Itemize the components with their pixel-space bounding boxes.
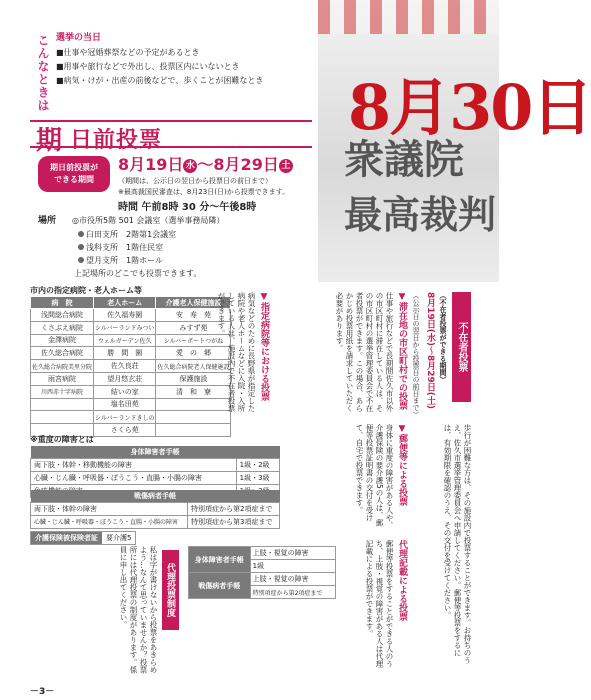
cell: くさぶえ病院 bbox=[31, 321, 94, 334]
cell: 清 和 寮 bbox=[156, 385, 231, 398]
place-label: 場所 bbox=[38, 216, 57, 226]
cell: 金澤病院 bbox=[31, 334, 94, 347]
table-row bbox=[31, 502, 280, 515]
care-insurance-line bbox=[30, 531, 136, 545]
cell: 佐久福寿園 bbox=[94, 309, 156, 322]
start-day-circle: 水 bbox=[183, 159, 197, 173]
title-kanji: 期 bbox=[36, 126, 63, 156]
cell: 佐久総合病院老人保健施設 bbox=[156, 360, 231, 373]
selection-item: ■用事や旅行などで外出し、投票区内にいないとき bbox=[56, 62, 240, 71]
cell: 保護施設 bbox=[156, 372, 231, 385]
cell: 川西赤十字病院 bbox=[31, 385, 94, 398]
table-row bbox=[31, 347, 231, 360]
table-row bbox=[31, 360, 231, 373]
absentee-period-sub: （公示日の翌日から投票日の前日まで） bbox=[412, 292, 420, 418]
place-sub: 臼田支所 2階第1会議室 bbox=[86, 230, 177, 239]
period-note bbox=[118, 176, 289, 198]
table-row bbox=[31, 321, 231, 334]
col-header: 介護老人保健施設 bbox=[156, 297, 231, 309]
hero-date: 8月30日 bbox=[348, 71, 591, 144]
badge-line: できる期間 bbox=[54, 175, 94, 184]
disability-title: ※重度の障害とは bbox=[30, 435, 94, 444]
war-injury-table bbox=[30, 490, 280, 529]
table-row bbox=[31, 385, 231, 398]
voting-place bbox=[38, 214, 308, 280]
table-row bbox=[31, 458, 280, 471]
sec4-head: 代理記載による投票 bbox=[397, 540, 407, 621]
cell: 望月悠玄荘 bbox=[94, 372, 156, 385]
sec1-head: ▼滞在地の市区町村での投票 bbox=[397, 292, 407, 410]
sec2-head: ▼指定病院等における投票 bbox=[259, 292, 269, 401]
place-sub: 浅科支所 1階住民室 bbox=[86, 243, 164, 252]
cell: 両下肢・体幹・移動機能の障害 bbox=[31, 458, 237, 471]
cell bbox=[156, 424, 231, 437]
cell: 戦傷病者手帳 bbox=[189, 573, 251, 599]
time-label: 時間 bbox=[118, 202, 138, 213]
hero-photo-stripe bbox=[318, 0, 499, 34]
cell: 佐久良荘 bbox=[94, 360, 156, 373]
table-header bbox=[31, 297, 231, 309]
period-note-2: ※最高裁国民審査は、8月23日(日)から投票できます。 bbox=[118, 188, 290, 196]
right-body: 歩行が困難な方は、その施設内で投票することができます。お持ちのうえ、佐久市選挙管理委員会へ申請してください。郵便等投票をするには、有効期限を確認のうえ、その交付を受けてください。 bbox=[443, 424, 472, 664]
cell: さくら苑 bbox=[94, 424, 156, 437]
sec3-head: ▼郵便等による投票 bbox=[397, 424, 407, 506]
badge-line: 期日前投票が bbox=[50, 163, 98, 172]
table-row bbox=[31, 398, 231, 411]
selection-day-box bbox=[56, 30, 318, 116]
place-main: ◎市役所5階 501 会議室（選挙事務局隣） bbox=[72, 216, 225, 225]
cell: 浅間総合病院 bbox=[31, 309, 94, 322]
cell: 佐久総合病院 bbox=[31, 347, 94, 360]
end-day-circle: 土 bbox=[279, 159, 293, 173]
bullet-icon bbox=[78, 231, 84, 237]
cell bbox=[156, 411, 231, 424]
absentee-period-head: （不在者投票ができる期間） bbox=[439, 292, 447, 383]
table-row bbox=[31, 372, 231, 385]
cell: 上肢・視覚の障害 bbox=[250, 573, 335, 586]
absentee-period: 8月19日(水)～8月29日(土) bbox=[425, 292, 435, 410]
cell: 1級・3級 bbox=[236, 471, 279, 484]
war-header: 戦傷病者手帳 bbox=[31, 490, 280, 502]
facilities-title: 市内の指定病院・老人ホーム等 bbox=[30, 286, 142, 295]
page-number: －3－ bbox=[30, 687, 55, 697]
table-row bbox=[31, 515, 280, 528]
cert-header: 身体障害者手帳 bbox=[31, 446, 280, 458]
cell: 身体障害者手帳 bbox=[189, 547, 251, 573]
bullet-icon bbox=[78, 244, 84, 250]
table-row bbox=[189, 547, 336, 560]
care-key: 介護保険被保険者証 bbox=[31, 532, 102, 544]
cell: 愛 の 郷 bbox=[156, 347, 231, 360]
place-sub: 望月支所 1階ホール bbox=[86, 256, 163, 265]
hero-line-2: 最高裁判 bbox=[344, 193, 497, 237]
cell bbox=[31, 411, 94, 424]
cell: シルバーランドきしの bbox=[94, 411, 156, 424]
period-badge bbox=[38, 156, 110, 192]
cell: 心臓・じん臓・呼吸器・ぼうこう・直腸・小腸の障害 bbox=[31, 515, 188, 528]
sec1-body-cont bbox=[264, 292, 320, 416]
cell: 上肢・視覚の障害 bbox=[250, 547, 335, 560]
cell: 佐久総合病院美里分院 bbox=[31, 360, 94, 373]
period-start: 8月19日 bbox=[118, 155, 184, 174]
sec3-body: 身体に重度の障害がある人や、介護保険の要介護5の人は、郵便等投票証明書の交付を受けて、自宅で投票できます。 bbox=[355, 424, 394, 529]
table-row bbox=[31, 471, 280, 484]
sec4-body: 郵便等投票をすることができる人のうち、上肢・視覚の障害がある人は代理記載による投票ができます。 bbox=[365, 540, 394, 668]
cell bbox=[156, 398, 231, 411]
cell bbox=[31, 398, 94, 411]
cell: 雨宮病院 bbox=[31, 372, 94, 385]
period-end: 8月29日 bbox=[213, 155, 279, 174]
absentee-tag: 不在者投票 bbox=[452, 292, 471, 402]
period-time bbox=[118, 198, 256, 213]
col-header: 病 院 bbox=[31, 297, 94, 309]
cell: 特別項症から第3項症まで bbox=[188, 515, 280, 528]
main-title bbox=[30, 120, 312, 156]
cell: 1級・2級 bbox=[236, 458, 279, 471]
hero-banner bbox=[318, 0, 591, 282]
selection-item: ■仕事や冠婚葬祭などの予定があるとき bbox=[56, 48, 200, 57]
cell: 安 寿 苑 bbox=[156, 309, 231, 322]
cell: 特別項症から第2項症まで bbox=[188, 502, 280, 515]
period-note-1: （期間は、公示日の翌日から投票日の前日まで） bbox=[118, 177, 272, 185]
facilities-table bbox=[30, 296, 231, 437]
table-row bbox=[31, 309, 231, 322]
hero-line-1: 衆議院 bbox=[344, 137, 464, 183]
place-note: 上記場所のどこでも投票できます。 bbox=[74, 269, 202, 278]
time-value: 午前8時 30 分～午後8時 bbox=[141, 202, 257, 213]
table-row bbox=[189, 573, 336, 586]
cell: 両下肢・体幹の障害 bbox=[31, 502, 188, 515]
cell: 塩名田苑 bbox=[94, 398, 156, 411]
period-dates bbox=[118, 152, 293, 175]
vertical-label: こんなときは bbox=[36, 34, 50, 112]
cell: 勝 間 園 bbox=[94, 347, 156, 360]
title-text: 日前投票 bbox=[70, 128, 163, 153]
sec1-body: 仕事や旅行などで長期間佐久市以外の市区町村に滞在している人は、その市区町村の選挙管理委員会で不在者投票ができます。この場合、あらかじめ投票用紙を請求していただく必要があります。 bbox=[335, 292, 394, 412]
proxy-body: 私は字が書けないから投票をあきらめよう…なんて思っていませんか？投票所には代理投票の制度があります。係員に申し出てください。 bbox=[119, 546, 158, 674]
cell: シルバーランドみつい bbox=[94, 321, 156, 334]
table-row bbox=[31, 334, 231, 347]
selection-title: 選挙の当日 bbox=[56, 33, 102, 43]
cell: シルバーポートつがね bbox=[156, 334, 231, 347]
bullet-icon bbox=[78, 257, 84, 263]
cell: 1級 bbox=[250, 560, 335, 573]
cell: 結いの家 bbox=[94, 385, 156, 398]
table-row bbox=[31, 411, 231, 424]
care-value: 要介護5 bbox=[106, 534, 132, 542]
cell: 特別項症から第2項症まで bbox=[250, 586, 335, 599]
col-header: 老人ホーム bbox=[94, 297, 156, 309]
selection-item: ■病気・けが・出産の前後などで、歩くことが困難なとき bbox=[56, 76, 264, 85]
proxy-table bbox=[188, 546, 336, 599]
period-sep: ～ bbox=[197, 155, 214, 174]
proxy-tag: 代理投票制度 bbox=[162, 550, 179, 630]
cell: 心臓・じん臓・呼吸器・ぼうこう・直腸・小腸の障害 bbox=[31, 471, 237, 484]
sec2-body: 病気などのために長野県が指定した病院や老人ホームなどに入院・入所している人は、施設内で不在者投票ができます。 bbox=[217, 292, 256, 412]
cell: みすず苑 bbox=[156, 321, 231, 334]
cell: ウェルガーデン佐久 bbox=[94, 334, 156, 347]
